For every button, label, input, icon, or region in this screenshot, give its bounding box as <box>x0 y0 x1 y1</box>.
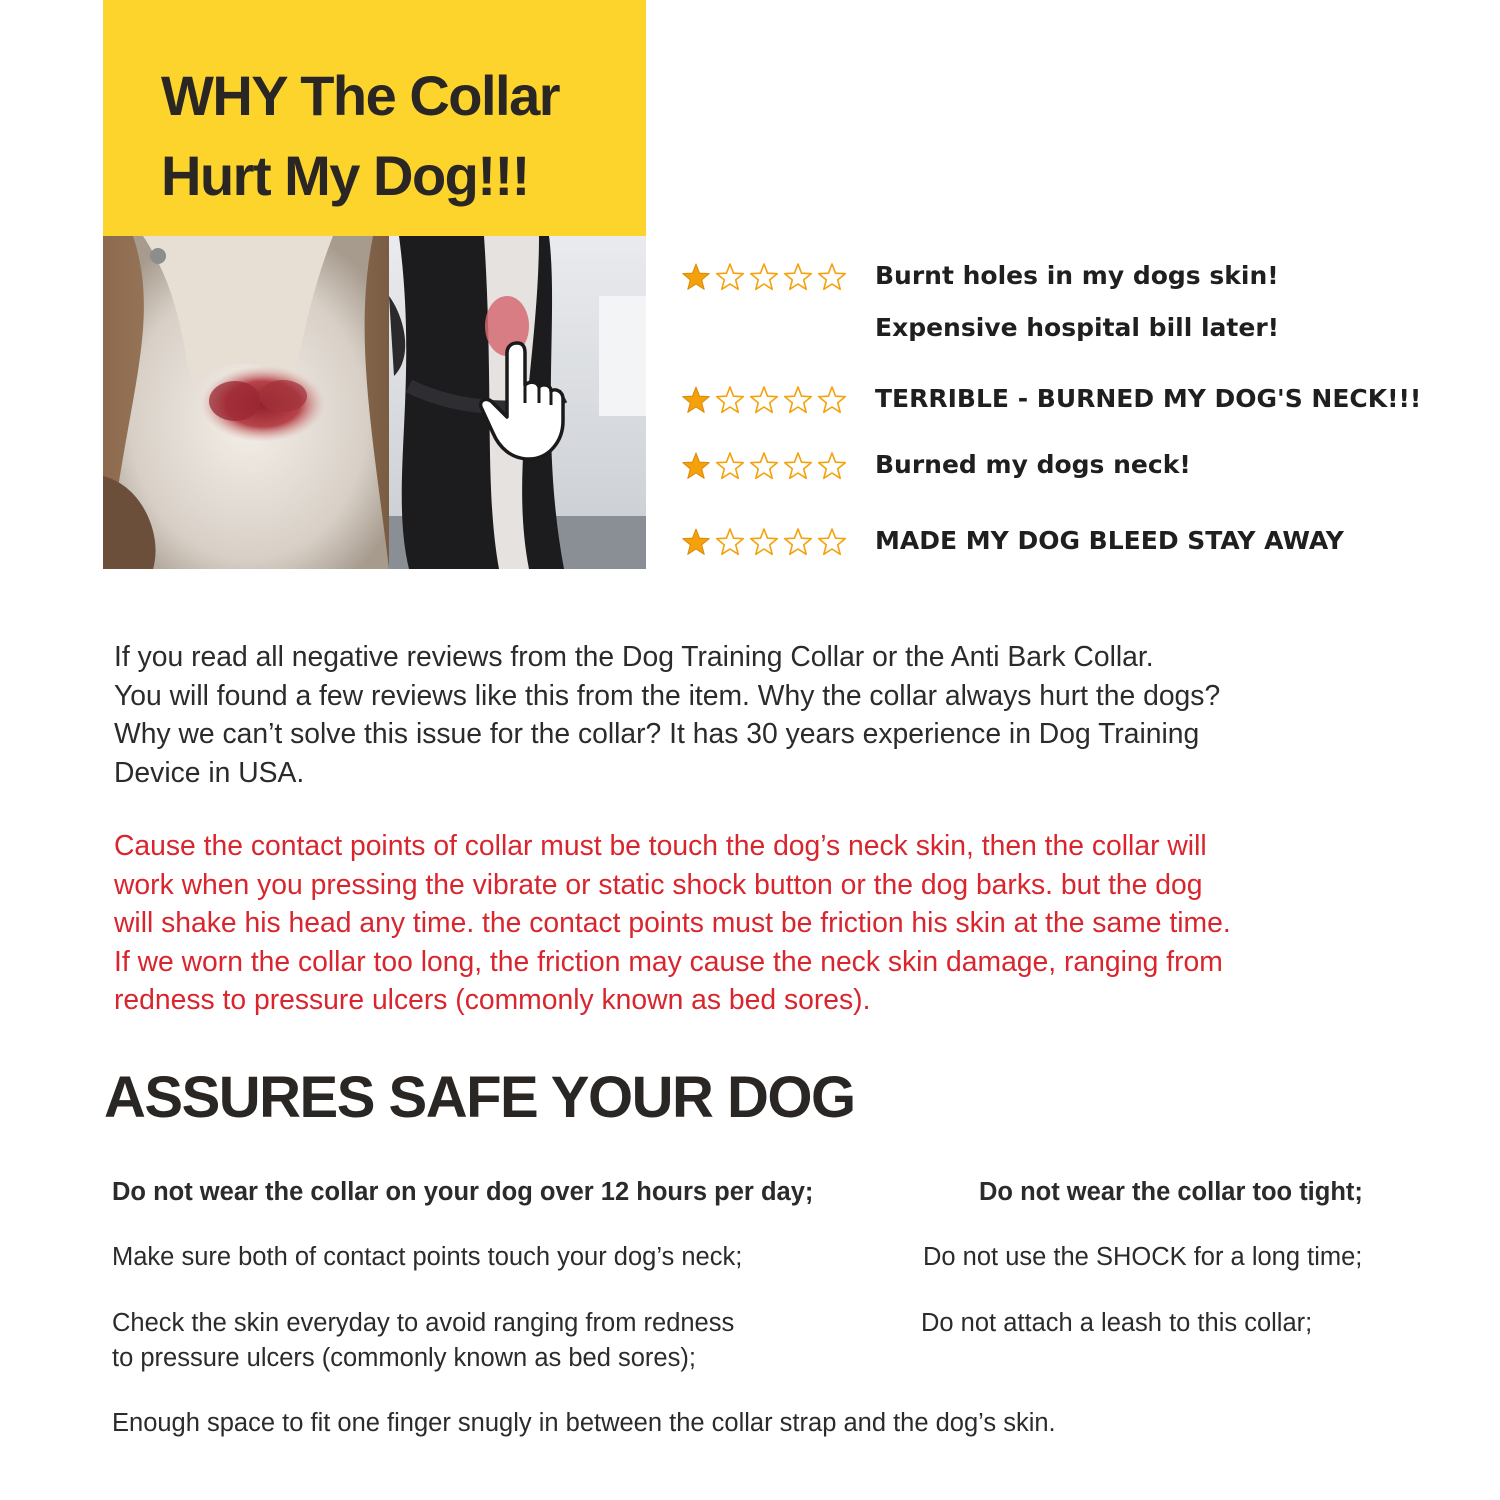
star-empty <box>717 453 744 478</box>
banner-title <box>161 56 631 216</box>
star-empty <box>717 264 744 289</box>
star-rating-icon <box>680 384 855 416</box>
review-title: Burnt holes in my dogs skin! <box>875 261 1279 290</box>
star-empty <box>717 529 744 554</box>
cause-paragraph <box>114 826 1454 1019</box>
star-filled <box>683 387 710 412</box>
star-empty <box>785 453 812 478</box>
review-title: Burned my dogs neck! <box>875 450 1191 479</box>
star-filled <box>683 453 710 478</box>
star-empty <box>819 453 846 478</box>
star-empty <box>751 453 778 478</box>
safety-heading: ASSURES SAFE YOUR DOG <box>104 1065 855 1130</box>
intro-line: Device in USA. <box>114 755 305 788</box>
star-empty <box>717 387 744 412</box>
tip-shock: Do not use the SHOCK for a long time; <box>923 1243 1363 1271</box>
review-title: TERRIBLE - BURNED MY DOG'S NECK!!! <box>875 384 1422 413</box>
star-rating-icon <box>680 261 855 293</box>
tip-space: Enough space to fit one finger snugly in between the collar strap and the dog’s skin. <box>112 1409 1056 1437</box>
tip-contact: Make sure both of contact points touch your dog’s neck; <box>112 1243 743 1271</box>
tip-leash: Do not attach a leash to this collar; <box>921 1309 1313 1337</box>
star-empty <box>819 387 846 412</box>
cause-line: redness to pressure ulcers (commonly known as bed sores). <box>114 983 871 1016</box>
review-title: MADE MY DOG BLEED STAY AWAY <box>875 526 1344 555</box>
star-empty <box>785 529 812 554</box>
star-rating-icon <box>680 526 855 558</box>
star-empty <box>751 387 778 412</box>
cause-line: will shake his head any time. the contact points must be friction his skin at the same time. <box>114 906 1231 939</box>
star-filled <box>683 529 710 554</box>
cause-line: If we worn the collar too long, the friction may cause the neck skin damage, ranging from <box>114 944 1223 977</box>
star-filled <box>683 264 710 289</box>
tip-skin-line2: to pressure ulcers (commonly known as bed sores); <box>112 1344 696 1372</box>
review-title-line2: Expensive hospital bill later! <box>875 313 1280 342</box>
star-empty <box>819 529 846 554</box>
banner-title-line2: Hurt My Dog!!! <box>161 144 529 207</box>
star-empty <box>751 264 778 289</box>
star-empty <box>751 529 778 554</box>
star-rating-icon <box>680 450 855 482</box>
dog-neck-injury-photo-left <box>103 236 389 569</box>
banner-title-line1: WHY The Collar <box>161 64 560 127</box>
tip-tight: Do not wear the collar too tight; <box>979 1178 1363 1206</box>
intro-line: Why we can’t solve this issue for the collar? It has 30 years experience in Dog Training <box>114 717 1200 750</box>
star-empty <box>785 264 812 289</box>
star-empty <box>785 387 812 412</box>
cause-line: work when you pressing the vibrate or static shock button or the dog barks. but the dog <box>114 867 1203 900</box>
intro-paragraph <box>114 637 1454 791</box>
cause-line: Cause the contact points of collar must be touch the dog’s neck skin, then the collar will <box>114 829 1207 861</box>
tip-hours: Do not wear the collar on your dog over 12 hours per day; <box>112 1178 814 1206</box>
title-banner <box>103 0 646 236</box>
tip-skin-line1: Check the skin everyday to avoid ranging from redness <box>112 1309 735 1337</box>
star-empty <box>819 264 846 289</box>
intro-line: If you read all negative reviews from the Dog Training Collar or the Anti Bark Collar. <box>114 640 1154 672</box>
dog-neck-injury-photo-right <box>389 236 646 569</box>
intro-line: You will found a few reviews like this from the item. Why the collar always hurt the dogs? <box>114 678 1221 711</box>
